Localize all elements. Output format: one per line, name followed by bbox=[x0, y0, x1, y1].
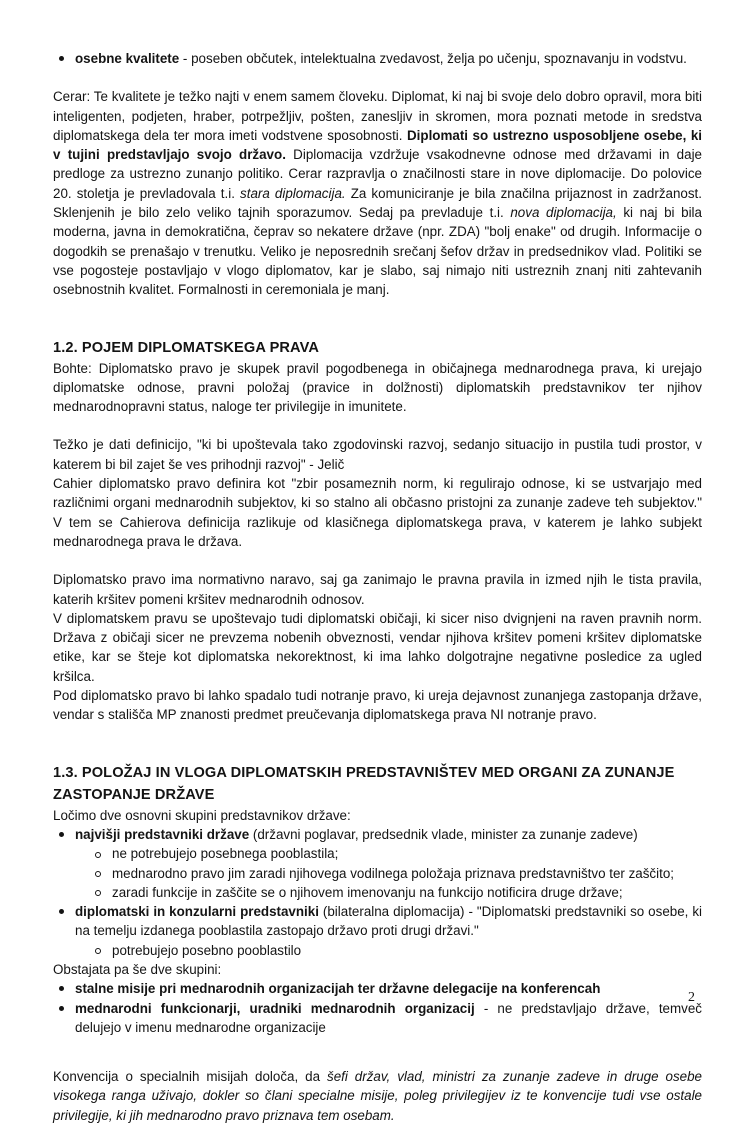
bullet-text bbox=[75, 904, 702, 938]
text-run: mednarodni funkcionarji, uradniki mednarodnih organizacij bbox=[75, 1000, 475, 1016]
paragraph-obstajata bbox=[53, 960, 702, 979]
sub-bullet-item bbox=[53, 844, 702, 863]
bullet-item bbox=[53, 979, 702, 998]
text-run: šefi držav, vlad, ministri za zunanje zadeve in druge osebe visokega ranga uživajo, dokler so člani specialne misije, poleg privilegijev iz te konvencije tudi vse ostale privilegije, ki jih mednarodno pravo priznava tem osebam. bbox=[53, 1069, 702, 1123]
text-run: Diplomati so ustrezno usposobljene osebe, ki v tujini predstavljajo svojo državo. bbox=[53, 127, 702, 163]
text-run: Cahier diplomatsko pravo definira kot "zbir posameznih norm, ki regulirajo odnose, ki se ustvarjajo med različnimi organi mednarodnih subjektov, ki so stalno ali občasno pristojni za zunanje zadeve teh subjektov." V tem se Cahierova definicija razlikuje od klasičnega diplomatskega prava, v katerem je lahko subjekt mednarodnega prava le država. bbox=[53, 476, 702, 549]
bullet-text bbox=[112, 866, 674, 881]
text-run: Bohte: Diplomatsko pravo je skupek pravil pogodbenega in običajnega mednarodnega prava, ki urejajo diplomatske odnose, pravni položaj (pravice in dolžnosti) diplomatskih predstavnikov ter njihov mednarodnopravni status, naloge ter privilegije in imunitete. bbox=[53, 360, 702, 415]
bullet-text bbox=[75, 1001, 702, 1035]
section-heading-1-2: 1.2. POJEM DIPLOMATSKEGA PRAVA bbox=[53, 339, 319, 356]
bullet-text bbox=[75, 981, 600, 996]
text-run: stalne misije pri mednarodnih organizacijah ter državne delegacije na konferencah bbox=[75, 981, 601, 997]
text-run: (bilateralna diplomacija) - "Diplomatski predstavniki so osebe, ki na temelju izdanega pooblastila zastopajo državo proti drugi državi." bbox=[75, 904, 702, 939]
paragraph-konvencija bbox=[53, 1067, 702, 1125]
circle-bullet-icon bbox=[95, 852, 101, 858]
text-run: stara diplomacija. bbox=[240, 185, 346, 201]
text-run: Težko je dati definicijo, "ki bi upoštevala tako zgodovinski razvoj, sedanjo situacijo in pustila tudi prostor, v katerem bi bil zajet še ves prihodnji razvoj" - Jelič bbox=[53, 437, 702, 472]
sub-bullet-item bbox=[53, 883, 702, 902]
bullet-item bbox=[53, 902, 702, 941]
text-run: osebne kvalitete bbox=[75, 51, 180, 66]
paragraph-normative-nature bbox=[53, 570, 702, 724]
text-run: zaradi funkcije in zaščite se o njihovem imenovanju na funkcijo notificira druge države; bbox=[112, 884, 623, 900]
bullet-item bbox=[53, 999, 702, 1038]
bullet-text bbox=[75, 827, 638, 842]
bullet-icon bbox=[59, 986, 64, 991]
circle-bullet-icon bbox=[95, 948, 101, 954]
text-run: Konvencija o specialnih misijah določa, da bbox=[53, 1069, 327, 1085]
bullet-icon bbox=[59, 909, 64, 914]
bullet-text bbox=[75, 51, 687, 66]
circle-bullet-icon bbox=[95, 871, 101, 877]
paragraph-locimo bbox=[53, 806, 702, 825]
bullet-item bbox=[53, 825, 702, 844]
bullet-item bbox=[53, 49, 702, 68]
text-run: Diplomatsko pravo ima normativno naravo, saj ga zanimajo le pravna pravila in izmed njih le tista pravila, katerih kršitev pomeni kršitev mednarodnih odnosov. bbox=[53, 572, 702, 607]
text-run: diplomatski in konzularni predstavniki bbox=[75, 904, 319, 920]
text-run: - ne predstavljajo države, temveč delujejo v imenu mednarodne organizacije bbox=[75, 1000, 702, 1035]
page-number: 2 bbox=[688, 990, 695, 1005]
text-run: Obstajata pa še dve skupini: bbox=[53, 961, 222, 977]
bullet-icon bbox=[59, 56, 64, 61]
sub-bullet-item bbox=[53, 864, 702, 883]
bullet-text bbox=[112, 846, 338, 861]
text-run: najvišji predstavniki države bbox=[75, 826, 250, 842]
text-run: ki naj bi bila moderna, javna in demokratična, čeprav so nekatere države (npr. ZDA) "bolj enake" od drugih. Informacije o dogodkih se prenašajo v trenutku. Veliko je neposrednih srečanj šefov držav in predsednikov vlad. Politiki se vse pogosteje postavljajo v vlogo diplomatov, kar je slabo, saj nimajo niti ustreznih znanj niti zahtevanih osebnostnih kvalitet. Formalnosti in ceremoniala je manj. bbox=[53, 205, 702, 298]
circle-bullet-icon bbox=[95, 890, 101, 896]
bullet-text bbox=[112, 943, 301, 958]
bullet-icon bbox=[59, 1006, 64, 1011]
text-run: Diplomacija vzdržuje vsakodnevne odnose med državami in daje predloge za ustrezno zunanjo politiko. Cerar razpravlja o značilnosti stare in nove diplomacije. Do polovice 20. stoletja je prevladovala t.i. bbox=[53, 147, 702, 201]
paragraph-bohte bbox=[53, 359, 702, 417]
text-run: Pod diplomatsko pravo bi lahko spadalo tudi notranje pravo, ki ureja dejavnost zunanjega zastopanja države, vendar s stališča MP znanosti predmet preučevanja diplomatskega prava NI notranje pravo. bbox=[53, 688, 702, 723]
text-run: Ločimo dve osnovni skupini predstavnikov države: bbox=[53, 807, 351, 823]
text-run: mednarodno pravo jim zaradi njihovega vodilnega položaja priznava predstavništvo ter zaščito; bbox=[112, 865, 674, 881]
text-run: V diplomatskem pravu se upoštevajo tudi diplomatski običaji, ki sicer niso dvignjeni na raven pravnih norm. Država z običaji sicer ne prevzema nobenih obveznosti, vendar njihova kršitev pomeni kršitev diplomatske etike, kar se šteje kot diplomatska nekorektnost, ki ima lahko dolgotrajne negativne posledice za ugled kršilca. bbox=[53, 610, 702, 684]
sub-bullet-item bbox=[53, 941, 702, 960]
section-heading-1-3: 1.3. POLOŽAJ IN VLOGA DIPLOMATSKIH PREDSTAVNIŠTEV MED ORGANI ZA ZUNANJE ZASTOPANJE DRŽAVE bbox=[53, 764, 675, 803]
text-run: (državni poglavar, predsednik vlade, minister za zunanje zadeve) bbox=[249, 826, 638, 842]
text-run: - poseben občutek, intelektualna zvedavost, želja po učenju, spoznavanju in vodstvu. bbox=[179, 51, 687, 66]
bullet-text bbox=[112, 885, 623, 900]
text-run: Za komuniciranje je bila značilna prijaznost in zadržanost. Sklenjenih je bilo zelo veliko tajnih sporazumov. Sedaj pa prevladuje t.i. bbox=[53, 185, 702, 221]
text-run: potrebujejo posebno pooblastilo bbox=[112, 942, 302, 958]
bullet-icon bbox=[59, 832, 64, 837]
paragraph-definitions bbox=[53, 435, 702, 551]
text-run: ne potrebujejo posebnega pooblastila; bbox=[112, 846, 339, 862]
paragraph-cerar bbox=[53, 87, 702, 299]
text-run: nova diplomacija, bbox=[510, 205, 617, 221]
text-run: Cerar: Te kvalitete je težko najti v enem samem človeku. Diplomat, ki naj bi svoje delo dobro opravil, mora biti inteligenten, podjeten, hraber, potrpežljiv, pošten, zanesljiv in skromen, mora poznati metode in sredstva diplomatskega dela ter mora imeti vodstvene sposobnosti. bbox=[53, 89, 702, 143]
